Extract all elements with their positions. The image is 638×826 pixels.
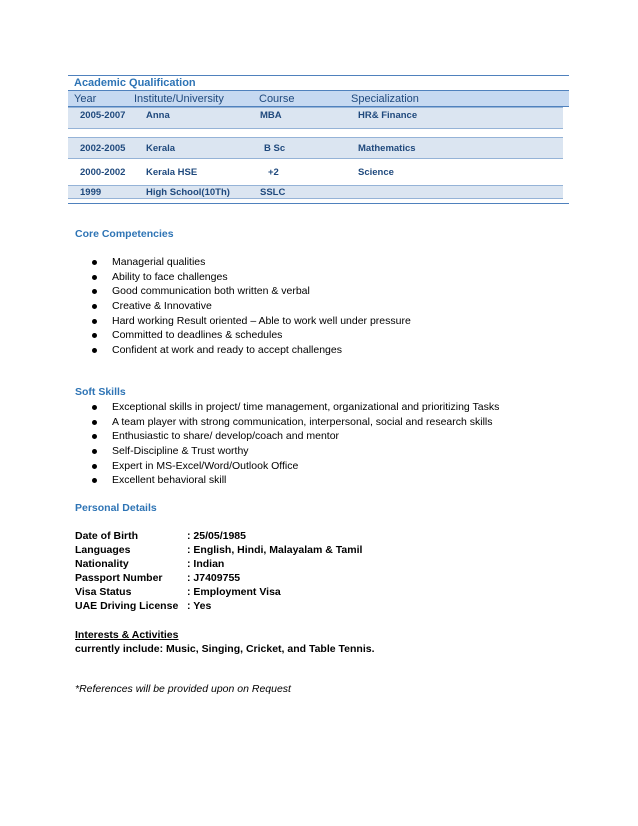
list-item: Confident at work and ready to accept challenges bbox=[90, 343, 411, 358]
detail-label: UAE Driving License bbox=[75, 600, 179, 612]
personal-details bbox=[75, 529, 362, 613]
academic-header-row bbox=[68, 90, 569, 107]
list-item: Ability to face challenges bbox=[90, 270, 411, 285]
table-row bbox=[68, 137, 563, 159]
list-item: Good communication both written & verbal bbox=[90, 284, 411, 299]
interests-section bbox=[75, 628, 375, 656]
header-specialization: Specialization bbox=[351, 92, 419, 105]
row-gap bbox=[68, 129, 569, 137]
detail-row bbox=[75, 585, 362, 599]
cell-year: 1999 bbox=[80, 186, 102, 198]
detail-label: Date of Birth bbox=[75, 530, 138, 542]
detail-value: : Employment Visa bbox=[187, 586, 281, 598]
detail-row bbox=[75, 571, 362, 585]
list-item: Excellent behavioral skill bbox=[90, 473, 499, 488]
detail-value: : English, Hindi, Malayalam & Tamil bbox=[187, 544, 363, 556]
header-institute: Institute/University bbox=[134, 92, 224, 105]
list-item: Hard working Result oriented – Able to work well under pressure bbox=[90, 314, 411, 329]
list-item: Exceptional skills in project/ time management, organizational and prioritizing Tasks bbox=[90, 400, 499, 415]
detail-row bbox=[75, 599, 362, 613]
academic-table bbox=[68, 75, 569, 204]
cell-specialization: Mathematics bbox=[358, 142, 416, 154]
cell-course: B Sc bbox=[264, 142, 286, 154]
table-row bbox=[68, 107, 563, 129]
detail-value: : J7409755 bbox=[187, 572, 241, 584]
list-item: Expert in MS-Excel/Word/Outlook Office bbox=[90, 459, 499, 474]
cell-course: MBA bbox=[260, 110, 282, 121]
cell-course: SSLC bbox=[260, 186, 286, 198]
list-item: Creative & Innovative bbox=[90, 299, 411, 314]
list-item: Self-Discipline & Trust worthy bbox=[90, 444, 499, 459]
cell-institute: High School(10Th) bbox=[146, 186, 230, 198]
detail-label: Languages bbox=[75, 544, 131, 556]
list-item: Managerial qualities bbox=[90, 255, 411, 270]
detail-label: Nationality bbox=[75, 558, 129, 570]
cell-institute: Kerala bbox=[146, 142, 176, 154]
table-bottom-rule bbox=[68, 199, 569, 204]
interests-text: currently include: Music, Singing, Cricket, and Table Tennis. bbox=[75, 643, 375, 655]
list-item: A team player with strong communication, interpersonal, social and research skills bbox=[90, 415, 499, 430]
cell-specialization: Science bbox=[358, 166, 394, 178]
detail-value: : Yes bbox=[187, 600, 212, 612]
cell-year: 2000-2002 bbox=[80, 166, 126, 178]
cell-institute: Anna bbox=[146, 110, 170, 121]
references-note: *References will be provided upon on Request bbox=[75, 683, 291, 695]
cell-specialization: HR& Finance bbox=[358, 110, 418, 121]
detail-value: : 25/05/1985 bbox=[187, 530, 246, 542]
soft-skills-list bbox=[90, 400, 499, 488]
detail-row bbox=[75, 529, 362, 543]
table-row bbox=[68, 159, 563, 185]
academic-title: Academic Qualification bbox=[68, 75, 569, 90]
detail-label: Passport Number bbox=[75, 572, 163, 584]
cell-year: 2002-2005 bbox=[80, 142, 126, 154]
interests-heading: Interests & Activities bbox=[75, 629, 179, 641]
detail-row bbox=[75, 543, 362, 557]
list-item: Enthusiastic to share/ develop/coach and mentor bbox=[90, 429, 499, 444]
personal-details-heading: Personal Details bbox=[75, 502, 157, 514]
header-year: Year bbox=[74, 92, 97, 105]
table-row bbox=[68, 185, 563, 199]
detail-row bbox=[75, 557, 362, 571]
list-item: Committed to deadlines & schedules bbox=[90, 328, 411, 343]
soft-skills-heading: Soft Skills bbox=[75, 386, 126, 398]
header-course: Course bbox=[259, 92, 295, 105]
cell-course: +2 bbox=[268, 166, 279, 178]
core-competencies-list bbox=[90, 255, 411, 358]
core-competencies-heading: Core Competencies bbox=[75, 228, 174, 240]
detail-value: : Indian bbox=[187, 558, 225, 570]
cell-year: 2005-2007 bbox=[80, 110, 126, 121]
cell-institute: Kerala HSE bbox=[146, 166, 198, 178]
detail-label: Visa Status bbox=[75, 586, 132, 598]
